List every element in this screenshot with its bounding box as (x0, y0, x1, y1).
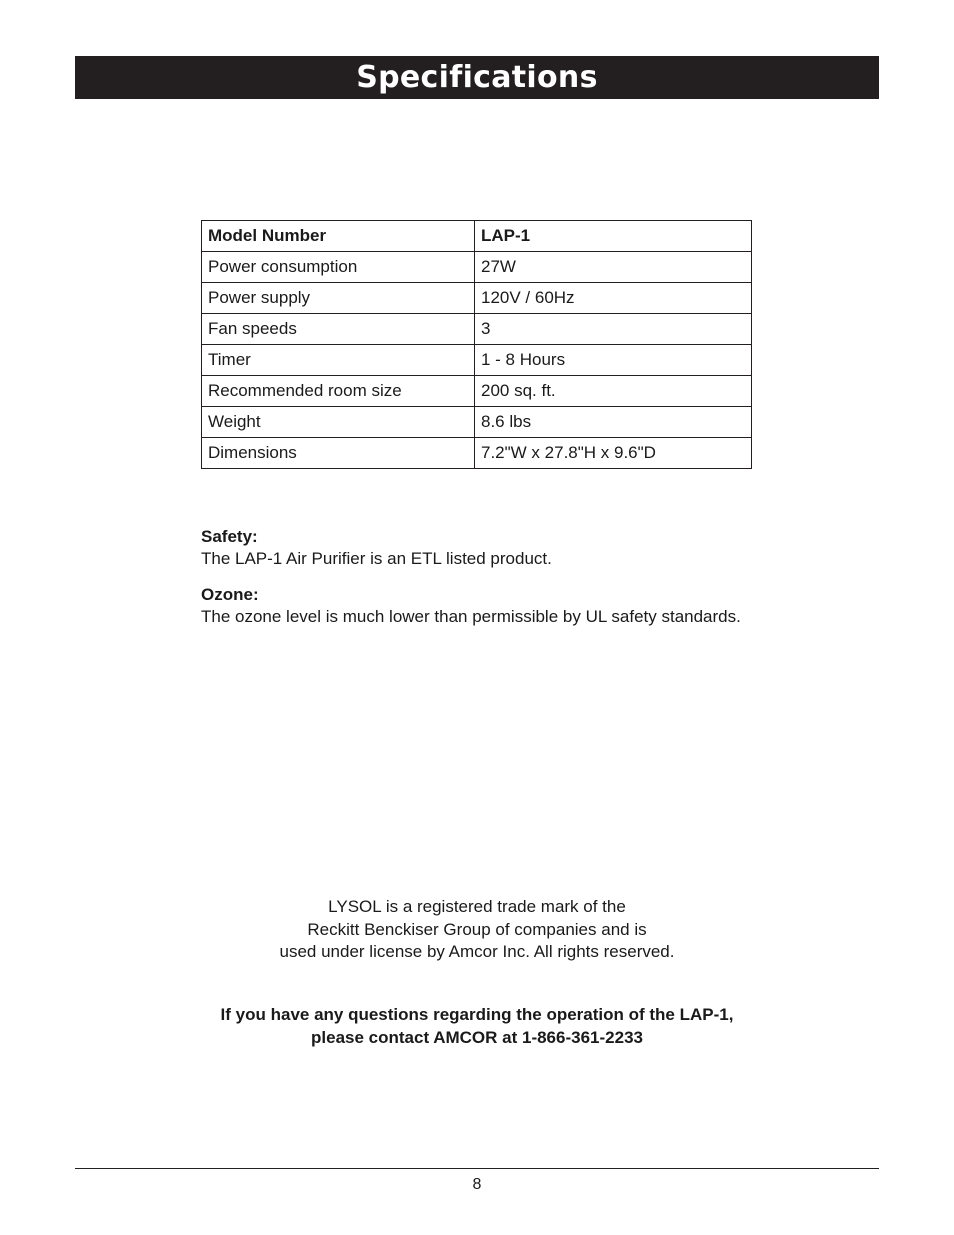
footer-divider (75, 1168, 879, 1169)
safety-heading: Safety: (201, 527, 258, 546)
spec-value: 3 (475, 314, 752, 345)
spec-label: Timer (202, 345, 475, 376)
safety-text: The LAP-1 Air Purifier is an ETL listed product. (201, 549, 552, 568)
notes-section (201, 526, 841, 642)
contact-line: please contact AMCOR at 1-866-361-2233 (311, 1027, 643, 1047)
title-banner (75, 56, 879, 99)
contact-notice (0, 1004, 954, 1049)
spec-label: Recommended room size (202, 376, 475, 407)
spec-value: 27W (475, 252, 752, 283)
specifications-table (201, 220, 752, 469)
page-title: Specifications (356, 60, 598, 95)
contact-line: If you have any questions regarding the operation of the LAP-1, (220, 1005, 734, 1024)
trademark-line: Reckitt Benckiser Group of companies and is (307, 919, 647, 939)
table-header-row (202, 221, 752, 252)
spec-label: Fan speeds (202, 314, 475, 345)
spec-label: Power supply (202, 283, 475, 314)
table-header-cell: LAP-1 (475, 221, 752, 252)
page-number: 8 (472, 1176, 482, 1193)
trademark-line: LYSOL is a registered trade mark of the (328, 897, 626, 916)
trademark-line: used under license by Amcor Inc. All rights reserved. (279, 942, 675, 961)
spec-value: 200 sq. ft. (475, 376, 752, 407)
table-row (202, 376, 752, 407)
table-header-cell: Model Number (202, 221, 475, 252)
ozone-text: The ozone level is much lower than permissible by UL safety standards. (201, 607, 741, 626)
table-row (202, 407, 752, 438)
ozone-heading: Ozone: (201, 585, 259, 604)
table-row (202, 283, 752, 314)
spec-label: Weight (202, 407, 475, 438)
spec-value: 120V / 60Hz (475, 283, 752, 314)
table-row (202, 252, 752, 283)
spec-label: Dimensions (202, 438, 475, 469)
table-row (202, 345, 752, 376)
table-row (202, 314, 752, 345)
spec-value: 8.6 lbs (475, 407, 752, 438)
trademark-notice (0, 896, 954, 964)
spec-label: Power consumption (202, 252, 475, 283)
spec-value: 1 - 8 Hours (475, 345, 752, 376)
spec-value: 7.2"W x 27.8"H x 9.6"D (475, 438, 752, 469)
table-row (202, 438, 752, 469)
